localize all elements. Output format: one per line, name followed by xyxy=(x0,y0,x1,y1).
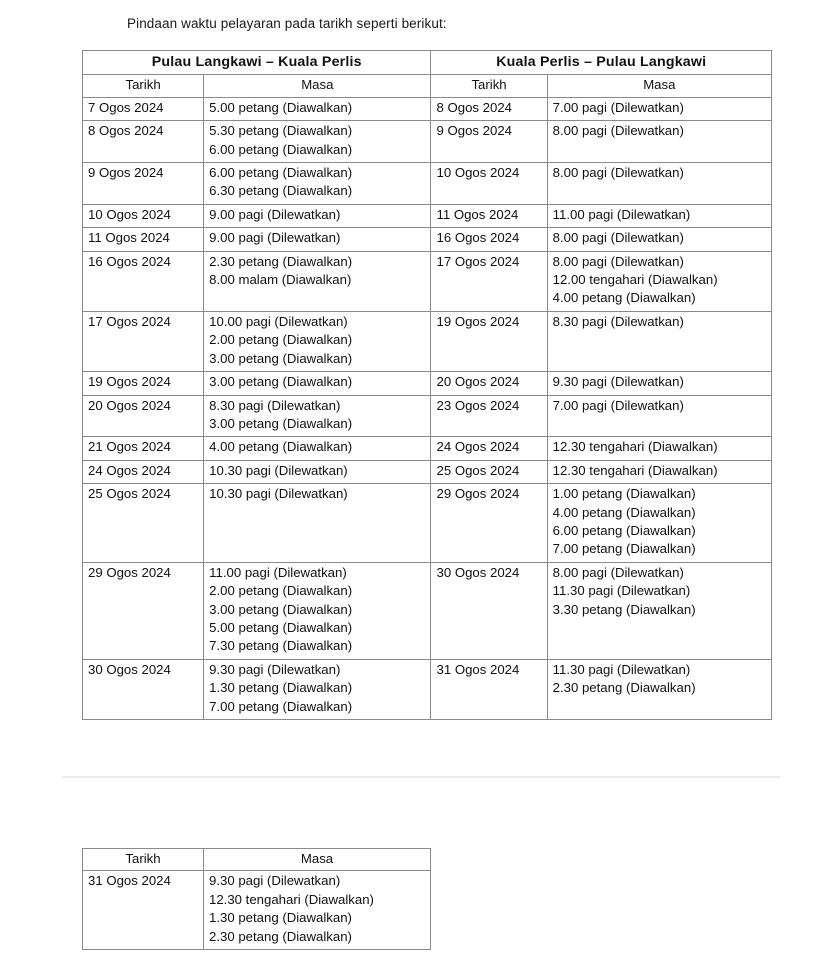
time-entry: 1.30 petang (Diawalkan) xyxy=(209,680,353,696)
date-cell-left: 10 Ogos 2024 xyxy=(83,204,204,227)
time-entry: 12.30 tengahari (Diawalkan) xyxy=(552,462,718,478)
time-entry: 8.30 pagi (Dilewatkan) xyxy=(552,313,684,329)
date-cell-right: 23 Ogos 2024 xyxy=(431,395,547,437)
page-divider xyxy=(62,776,780,778)
table-row xyxy=(83,395,772,437)
date-cell-right: 17 Ogos 2024 xyxy=(431,251,547,311)
time-cell-right xyxy=(547,484,771,563)
time-cell-right xyxy=(547,562,771,659)
time-cell-left xyxy=(204,121,431,163)
time-entry: 9.30 pagi (Dilewatkan) xyxy=(552,374,684,390)
time-cell-left xyxy=(204,484,431,563)
time-cell-left xyxy=(204,204,431,227)
time-entry: 8.00 pagi (Dilewatkan) xyxy=(552,253,684,269)
time-entry: 7.00 petang (Diawalkan) xyxy=(209,698,353,714)
time-cell-right xyxy=(547,395,771,437)
time-cell xyxy=(204,871,431,950)
time-entry: 8.00 malam (Diawalkan) xyxy=(209,272,352,288)
table-row xyxy=(83,460,772,483)
date-cell-right: 10 Ogos 2024 xyxy=(431,163,547,205)
time-entry: 9.00 pagi (Dilewatkan) xyxy=(209,206,341,222)
time-entry: 3.00 petang (Diawalkan) xyxy=(209,415,353,431)
date-cell-left: 16 Ogos 2024 xyxy=(83,251,204,311)
date-cell-right: 25 Ogos 2024 xyxy=(431,460,547,483)
time-cell-left xyxy=(204,372,431,395)
time-entry: 7.00 pagi (Dilewatkan) xyxy=(552,99,684,115)
time-entry: 6.00 petang (Diawalkan) xyxy=(209,165,353,181)
time-entry: 8.00 pagi (Dilewatkan) xyxy=(552,230,684,246)
time-entry: 2.30 petang (Diawalkan) xyxy=(209,253,353,269)
time-cell-left xyxy=(204,395,431,437)
time-entry: 8.00 pagi (Dilewatkan) xyxy=(552,123,684,139)
bottom-column-header-row xyxy=(83,849,431,871)
time-entry: 5.00 petang (Diawalkan) xyxy=(209,619,353,635)
date-cell-right: 30 Ogos 2024 xyxy=(431,562,547,659)
time-entry: 10.00 pagi (Dilewatkan) xyxy=(209,313,348,329)
time-entry: 9.30 pagi (Dilewatkan) xyxy=(209,661,341,677)
time-cell-right xyxy=(547,121,771,163)
time-entry: 8.30 pagi (Dilewatkan) xyxy=(209,397,341,413)
table-row xyxy=(83,871,431,950)
schedule-table xyxy=(82,50,772,720)
time-cell-left xyxy=(204,163,431,205)
time-cell-left xyxy=(204,251,431,311)
column-header-date-right: Tarikh xyxy=(431,75,547,97)
time-cell-right xyxy=(547,228,771,251)
table-row xyxy=(83,484,772,563)
time-entry: 9.00 pagi (Dilewatkan) xyxy=(209,230,341,246)
date-cell: 31 Ogos 2024 xyxy=(83,871,204,950)
time-cell-left xyxy=(204,460,431,483)
table-row xyxy=(83,121,772,163)
table-row xyxy=(83,204,772,227)
time-entry: 4.00 petang (Diawalkan) xyxy=(552,504,696,520)
date-cell-right: 8 Ogos 2024 xyxy=(431,97,547,120)
bottom-table xyxy=(82,848,431,950)
table-row xyxy=(83,311,772,371)
table-row xyxy=(83,228,772,251)
date-cell-left: 20 Ogos 2024 xyxy=(83,395,204,437)
time-entry: 2.30 petang (Diawalkan) xyxy=(552,680,696,696)
time-entry: 3.30 petang (Diawalkan) xyxy=(552,601,696,617)
date-cell-right: 31 Ogos 2024 xyxy=(431,659,547,719)
column-header-time-right: Masa xyxy=(547,75,771,97)
date-cell-left: 29 Ogos 2024 xyxy=(83,562,204,659)
time-entry: 11.30 pagi (Dilewatkan) xyxy=(552,661,691,677)
date-cell-left: 21 Ogos 2024 xyxy=(83,437,204,460)
column-header-row xyxy=(83,75,772,97)
schedule-table-body xyxy=(83,97,772,719)
schedule-table-head xyxy=(83,51,772,98)
bottom-table-body xyxy=(83,871,431,950)
table-row xyxy=(83,437,772,460)
time-entry: 10.30 pagi (Dilewatkan) xyxy=(209,462,348,478)
date-cell-left: 9 Ogos 2024 xyxy=(83,163,204,205)
table-row xyxy=(83,251,772,311)
time-entry: 12.30 tengahari (Diawalkan) xyxy=(552,439,718,455)
time-entry: 1.00 petang (Diawalkan) xyxy=(552,486,696,502)
bottom-table-container xyxy=(82,848,431,950)
date-cell-right: 9 Ogos 2024 xyxy=(431,121,547,163)
route-header-left: Pulau Langkawi – Kuala Perlis xyxy=(83,51,431,75)
date-cell-left: 11 Ogos 2024 xyxy=(83,228,204,251)
time-entry: 1.30 petang (Diawalkan) xyxy=(209,910,352,926)
time-cell-right xyxy=(547,204,771,227)
time-entry: 8.00 pagi (Dilewatkan) xyxy=(552,564,684,580)
time-entry: 2.00 petang (Diawalkan) xyxy=(209,583,353,599)
table-row xyxy=(83,97,772,120)
table-row xyxy=(83,163,772,205)
date-cell-right: 24 Ogos 2024 xyxy=(431,437,547,460)
time-entry: 2.30 petang (Diawalkan) xyxy=(209,928,352,944)
table-row xyxy=(83,372,772,395)
bottom-column-header-date: Tarikh xyxy=(83,849,204,871)
date-cell-left: 19 Ogos 2024 xyxy=(83,372,204,395)
date-cell-right: 20 Ogos 2024 xyxy=(431,372,547,395)
date-cell-left: 7 Ogos 2024 xyxy=(83,97,204,120)
time-entry: 4.00 petang (Diawalkan) xyxy=(209,439,353,455)
time-entry: 6.00 petang (Diawalkan) xyxy=(209,141,353,157)
time-entry: 11.30 pagi (Dilewatkan) xyxy=(552,583,691,599)
time-entry: 10.30 pagi (Dilewatkan) xyxy=(209,486,348,502)
time-cell-left xyxy=(204,437,431,460)
time-entry: 5.00 petang (Diawalkan) xyxy=(209,99,353,115)
schedule-table-container xyxy=(82,50,772,720)
date-cell-right: 19 Ogos 2024 xyxy=(431,311,547,371)
date-cell-right: 11 Ogos 2024 xyxy=(431,204,547,227)
time-entry: 6.00 petang (Diawalkan) xyxy=(552,522,696,538)
time-entry: 12.00 tengahari (Diawalkan) xyxy=(552,272,718,288)
intro-text: Pindaan waktu pelayaran pada tarikh seperti berikut: xyxy=(127,16,447,31)
time-cell-right xyxy=(547,251,771,311)
time-entry: 11.00 pagi (Dilewatkan) xyxy=(552,206,691,222)
time-cell-right xyxy=(547,659,771,719)
time-entry: 8.00 pagi (Dilewatkan) xyxy=(552,165,684,181)
time-entry: 3.00 petang (Diawalkan) xyxy=(209,601,353,617)
time-cell-left xyxy=(204,659,431,719)
time-entry: 12.30 tengahari (Diawalkan) xyxy=(209,891,374,907)
time-cell-right xyxy=(547,460,771,483)
time-cell-left xyxy=(204,228,431,251)
table-row xyxy=(83,562,772,659)
time-entry: 3.00 petang (Diawalkan) xyxy=(209,350,353,366)
time-entry: 3.00 petang (Diawalkan) xyxy=(209,374,353,390)
time-cell-left xyxy=(204,562,431,659)
table-row xyxy=(83,659,772,719)
time-entry: 7.30 petang (Diawalkan) xyxy=(209,638,353,654)
date-cell-left: 30 Ogos 2024 xyxy=(83,659,204,719)
date-cell-left: 17 Ogos 2024 xyxy=(83,311,204,371)
date-cell-right: 16 Ogos 2024 xyxy=(431,228,547,251)
time-cell-left xyxy=(204,311,431,371)
date-cell-right: 29 Ogos 2024 xyxy=(431,484,547,563)
route-header-right: Kuala Perlis – Pulau Langkawi xyxy=(431,51,772,75)
time-entry: 11.00 pagi (Dilewatkan) xyxy=(209,564,347,580)
date-cell-left: 24 Ogos 2024 xyxy=(83,460,204,483)
date-cell-left: 25 Ogos 2024 xyxy=(83,484,204,563)
route-header-row xyxy=(83,51,772,75)
column-header-time-left: Masa xyxy=(204,75,431,97)
time-entry: 5.30 petang (Diawalkan) xyxy=(209,123,353,139)
column-header-date-left: Tarikh xyxy=(83,75,204,97)
time-entry: 7.00 petang (Diawalkan) xyxy=(552,541,696,557)
time-cell-right xyxy=(547,437,771,460)
time-entry: 2.00 petang (Diawalkan) xyxy=(209,332,353,348)
time-cell-right xyxy=(547,97,771,120)
time-entry: 7.00 pagi (Dilewatkan) xyxy=(552,397,684,413)
time-cell-right xyxy=(547,163,771,205)
time-cell-right xyxy=(547,372,771,395)
time-cell-left xyxy=(204,97,431,120)
date-cell-left: 8 Ogos 2024 xyxy=(83,121,204,163)
time-cell-right xyxy=(547,311,771,371)
bottom-column-header-time: Masa xyxy=(204,849,431,871)
time-entry: 9.30 pagi (Dilewatkan) xyxy=(209,873,341,889)
time-entry: 6.30 petang (Diawalkan) xyxy=(209,183,353,199)
time-entry: 4.00 petang (Diawalkan) xyxy=(552,290,696,306)
